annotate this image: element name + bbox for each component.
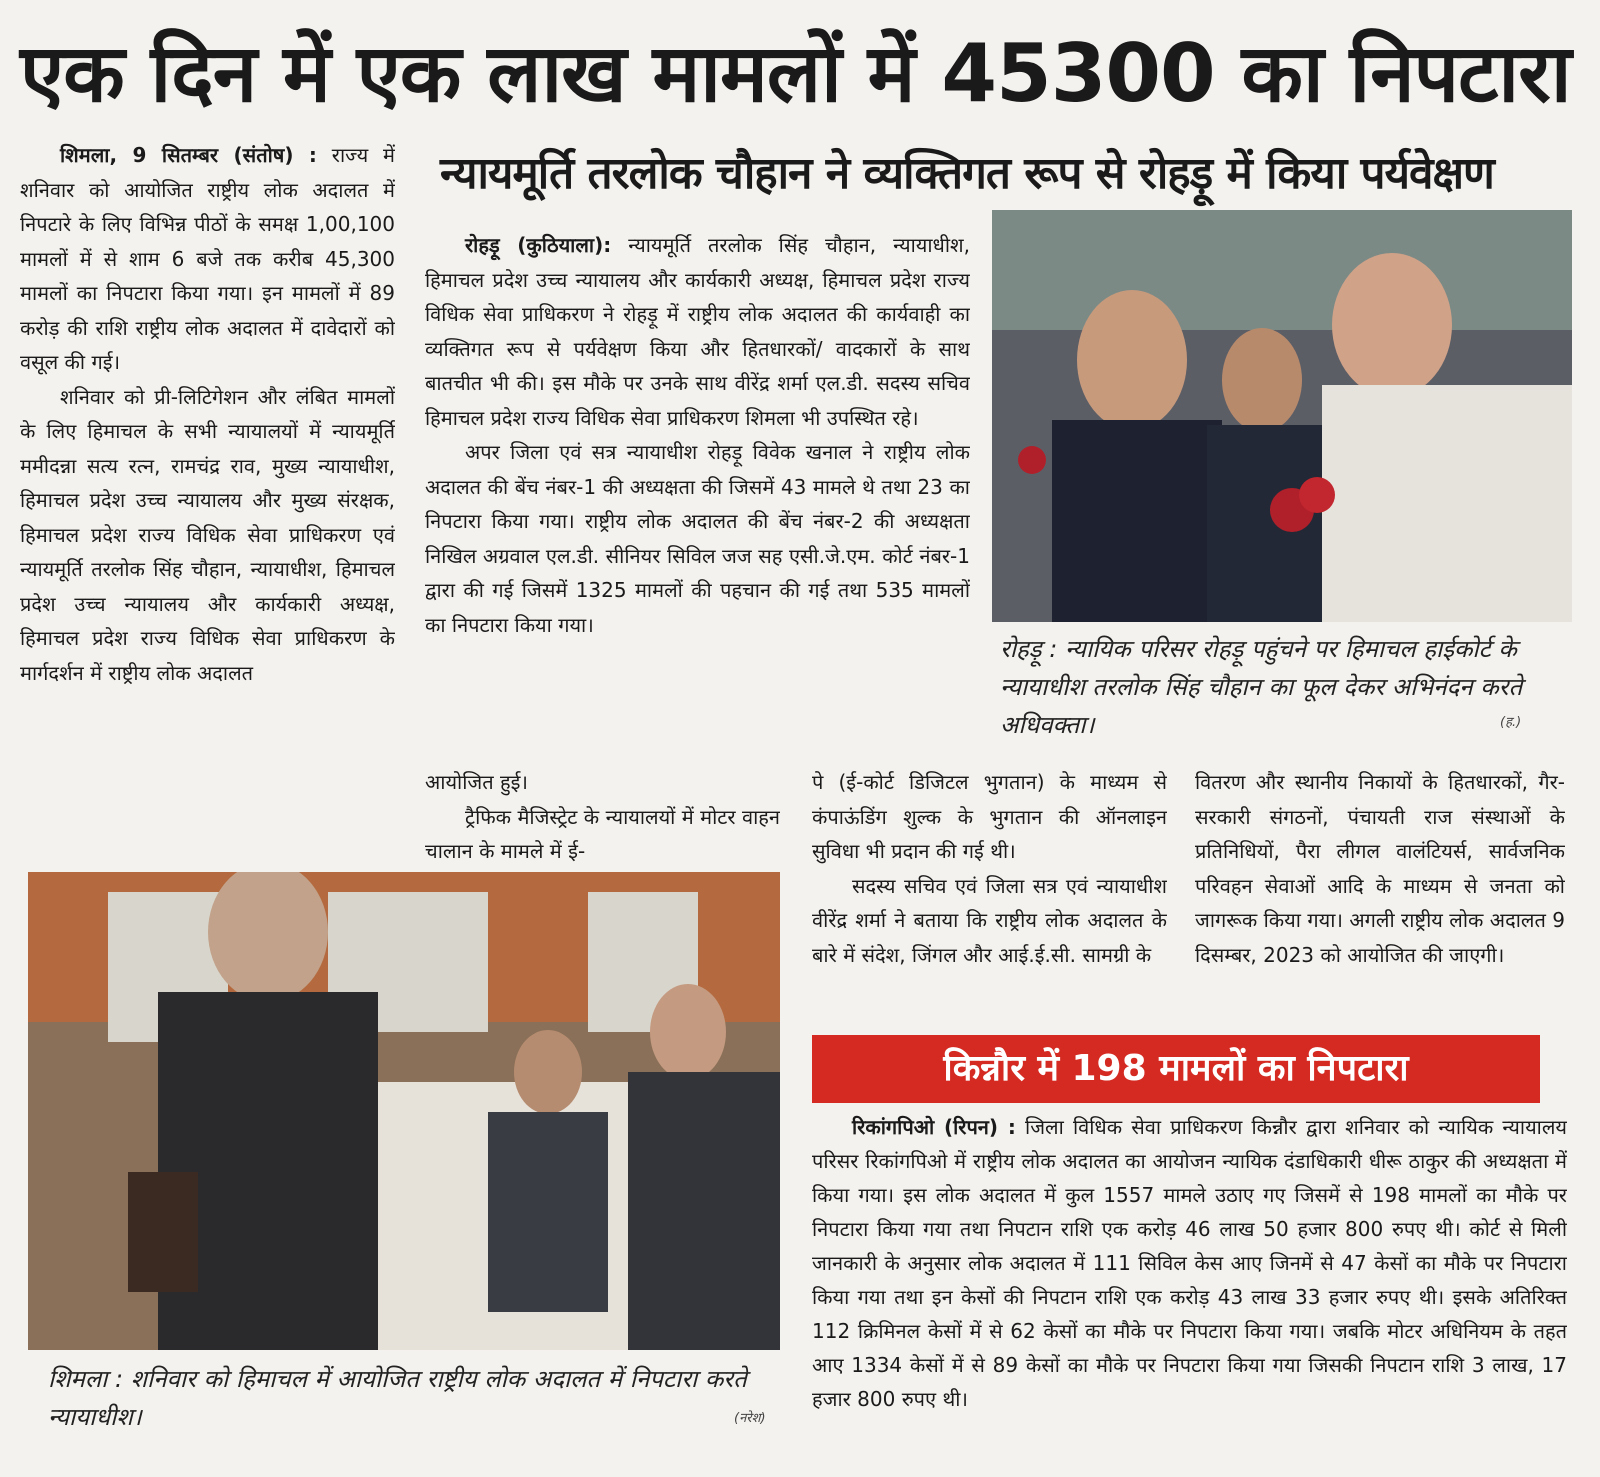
- photo-rohru-felicitation: [992, 210, 1572, 622]
- dateline: रोहड़ू (कुठियाला):: [465, 233, 612, 257]
- photo-placeholder-icon: [992, 210, 1572, 622]
- main-headline: एक दिन में एक लाख मामलों में 45300 का निपटारा: [20, 27, 1571, 120]
- paragraph: [425, 228, 970, 435]
- article-kinnaur: [812, 1110, 1567, 1440]
- article-column-3: [425, 765, 780, 865]
- kinnaur-banner: किन्नौर में 198 मामलों का निपटारा: [812, 1035, 1540, 1103]
- paragraph: अपर जिला एवं सत्र न्यायाधीश रोहड़ू विवेक खनाल ने राष्ट्रीय लोक अदालत की बेंच नंबर-1 की अध्यक्षता की जिसमें 43 मामले थे तथा 23 का निपटारा किया गया। राष्ट्रीय लोक अदालत की बेंच नंबर-2 की अध्यक्षता निखिल अग्रवाल एल.डी. सीनियर सिविल जज सह एसी.जे.एम. कोर्ट नंबर-1 द्वारा की गई जिसमें 1325 मामलों की पहचान की गई तथा 535 मामलों का निपटारा किया गया।: [425, 440, 970, 637]
- photo-caption-shimla: शिमला : शनिवार को हिमाचल में आयोजित राष्ट्रीय लोक अदालत में निपटारा करते न्यायाधीश।: [48, 1365, 747, 1431]
- paragraph: वितरण और स्थानीय निकायों के हितधारकों, गैर-सरकारी संगठनों, पंचायती राज संस्थाओं के प्रतिनिधियों, पैरा लीगल वालंटियर्स, सार्वजनिक परिवहन सेवाओं आदि के माध्यम से जनता को जागरूक किया गया। अगली राष्ट्रीय लोक अदालत 9 दिसम्बर, 2023 को आयोजित की जाएगी।: [1195, 770, 1565, 967]
- article-column-1: [20, 138, 395, 838]
- photo-credit: (ह.): [1500, 715, 1522, 730]
- article-column-rohru: [425, 228, 970, 758]
- paragraph: [812, 1110, 1567, 1416]
- photo-shimla-lok-adalat: [28, 872, 780, 1350]
- paragraph: आयोजित हुई।: [425, 770, 529, 794]
- dateline: रिकांगपिओ (रिपन) :: [852, 1115, 1016, 1139]
- paragraph-text: राज्य में शनिवार को आयोजित राष्ट्रीय लोक अदालत में निपटारे के लिए विभिन्न पीठों के समक्ष 1,00,100 मामलों में से शाम 6 बजे तक करीब 45,300 मामलों का निपटारा किया गया। इन मामलों में 89 करोड़ की राशि राष्ट्रीय लोक अदालत में दावेदारों को वसूल की गई।: [20, 143, 395, 374]
- article-column-5: [1195, 765, 1565, 1030]
- photo-credit: (नरेश): [734, 1411, 766, 1426]
- photo-placeholder-icon: [28, 872, 780, 1350]
- paragraph: सदस्य सचिव एवं जिला सत्र एवं न्यायाधीश वीरेंद्र शर्मा ने बताया कि राष्ट्रीय लोक अदालत के बारे में संदेश, जिंगल और आई.ई.सी. सामग्री के: [812, 873, 1167, 967]
- paragraph: [20, 138, 395, 380]
- sub-headline: न्यायमूर्ति तरलोक चौहान ने व्यक्तिगत रूप से रोहड़ू में किया पर्यवेक्षण: [440, 148, 1494, 199]
- paragraph-text: जिला विधिक सेवा प्राधिकरण किन्नौर द्वारा शनिवार को न्यायिक न्यायालय परिसर रिकांगपिओ में राष्ट्रीय लोक अदालत का आयोजन न्यायिक दंडाधिकारी धीरू ठाकुर की अध्यक्षता में किया गया। इस लोक अदालत में कुल 1557 मामले उठाए गए जिसमें से 198 मामलों का मौके पर निपटारा किया गया तथा निपटान राशि एक करोड़ 46 लाख 50 हजार 800 रुपए थी। कोर्ट से मिली जानकारी के अनुसार लोक अदालत में 111 सिविल केस आए जिनमें से 47 केसों का मौके पर निपटारा किया गया तथा इन केसों की निपटान राशि एक करोड़ 43 लाख 33 हजार रुपए थी। इसके अतिरिक्त 112 क्रिमिनल केसों में से 62 केसों का मौके पर निपटारा किया गया। जबकि मोटर अधिनियम के तहत आए 1334 केसों में से 89 केसों का मौके पर निपटारा किया गया जिसकी निपटान राशि 3 लाख, 17 हजार 800 रुपए थी।: [812, 1115, 1567, 1411]
- paragraph: पे (ई-कोर्ट डिजिटल भुगतान) के माध्यम से कंपाऊंडिंग शुल्क के भुगतान की ऑनलाइन सुविधा भी प्रदान की गई थी।: [812, 770, 1167, 863]
- paragraph: ट्रैफिक मैजिस्ट्रेट के न्यायालयों में मोटर वाहन चालान के मामले में ई-: [425, 804, 780, 863]
- paragraph: शनिवार को प्री-लिटिगेशन और लंबित मामलों के लिए हिमाचल के सभी न्यायालयों में न्यायमूर्ति ममीदन्ना सत्य रत्न, रामचंद्र राव, मुख्य न्यायाधीश, हिमाचल प्रदेश उच्च न्यायालय और मुख्य संरक्षक, हिमाचल प्रदेश राज्य विधिक सेवा प्राधिकरण एवं न्यायमूर्ति तरलोक सिंह चौहान, न्यायाधीश, हिमाचल प्रदेश उच्च न्यायालय और कार्यकारी अध्यक्ष, हिमाचल प्रदेश राज्य विधिक सेवा प्राधिकरण के मार्गदर्शन में राष्ट्रीय लोक अदालत: [20, 384, 395, 685]
- paragraph-text: न्यायमूर्ति तरलोक सिंह चौहान, न्यायाधीश, हिमाचल प्रदेश उच्च न्यायालय और कार्यकारी अध्यक्ष, हिमाचल प्रदेश राज्य विधिक सेवा प्राधिकरण ने रोहड़ू में राष्ट्रीय लोक अदालत की कार्यवाही का व्यक्तिगत रूप से पर्यवेक्षण किया और हितधारकों/ वादकारों के साथ बातचीत भी की। इस मौके पर उनके साथ वीरेंद्र शर्मा एल.डी. सदस्य सचिव हिमाचल प्रदेश राज्य विधिक सेवा प्राधिकरण शिमला भी उपस्थित रहे।: [425, 233, 970, 430]
- article-column-4: [812, 765, 1167, 1025]
- photo-caption-rohru: रोहड़ू : न्यायिक परिसर रोहड़ू पहुंचने पर हिमाचल हाईकोर्ट के न्यायाधीश तरलोक सिंह चौहान का फूल देकर अभिनंदन करते अधिवक्ता।: [1000, 635, 1523, 739]
- dateline: शिमला, 9 सितम्बर (संतोष) :: [60, 143, 317, 167]
